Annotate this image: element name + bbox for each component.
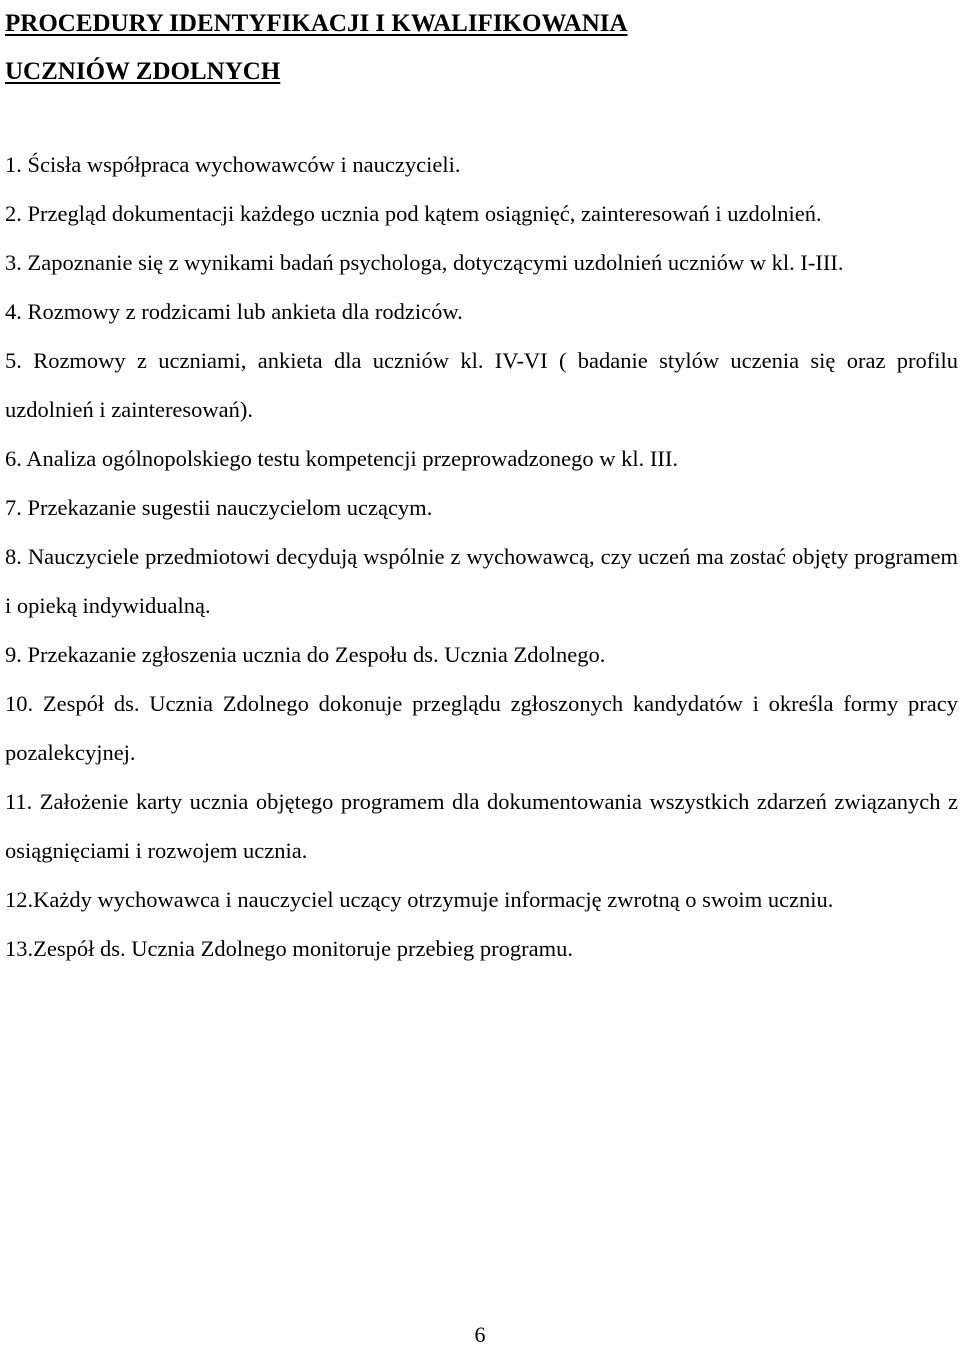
list-item: 5. Rozmowy z uczniami, ankieta dla uczniów kl. IV-VI ( badanie stylów uczenia się oraz profilu uzdolnień i zainteresowań). <box>5 348 958 422</box>
procedure-list <box>5 140 958 973</box>
list-item: 13.Zespół ds. Ucznia Zdolnego monitoruje przebieg programu. <box>5 936 573 961</box>
list-item: 10. Zespół ds. Ucznia Zdolnego dokonuje przeglądu zgłoszonych kandydatów i określa formy pracy pozalekcyjnej. <box>5 691 958 765</box>
document-title <box>5 0 958 96</box>
list-item: 6. Analiza ogólnopolskiego testu kompetencji przeprowadzonego w kl. III. <box>5 446 678 471</box>
page-number: 6 <box>474 1322 486 1347</box>
document-page <box>5 0 958 973</box>
title-line-2: UCZNIÓW ZDOLNYCH <box>5 58 281 85</box>
list-item: 9. Przekazanie zgłoszenia ucznia do Zespołu ds. Ucznia Zdolnego. <box>5 642 606 667</box>
list-item: 8. Nauczyciele przedmiotowi decydują wspólnie z wychowawcą, czy uczeń ma zostać objęty programem i opieką indywidualną. <box>5 544 958 618</box>
title-line-1: PROCEDURY IDENTYFIKACJI I KWALIFIKOWANIA <box>5 10 628 37</box>
list-item: 7. Przekazanie sugestii nauczycielom uczącym. <box>5 495 433 520</box>
list-item: 1. Ścisła współpraca wychowawców i nauczycieli. <box>5 152 461 177</box>
list-item: 3. Zapoznanie się z wynikami badań psychologa, dotyczącymi uzdolnień uczniów w kl. I-III. <box>5 250 844 275</box>
list-item: 4. Rozmowy z rodzicami lub ankieta dla rodziców. <box>5 299 463 324</box>
list-item: 12.Każdy wychowawca i nauczyciel uczący otrzymuje informację zwrotną o swoim uczniu. <box>5 887 834 912</box>
list-item: 2. Przegląd dokumentacji każdego ucznia pod kątem osiągnięć, zainteresowań i uzdolnień. <box>5 201 822 226</box>
list-item: 11. Założenie karty ucznia objętego programem dla dokumentowania wszystkich zdarzeń związanych z osiągnięciami i rozwojem ucznia. <box>5 789 958 863</box>
